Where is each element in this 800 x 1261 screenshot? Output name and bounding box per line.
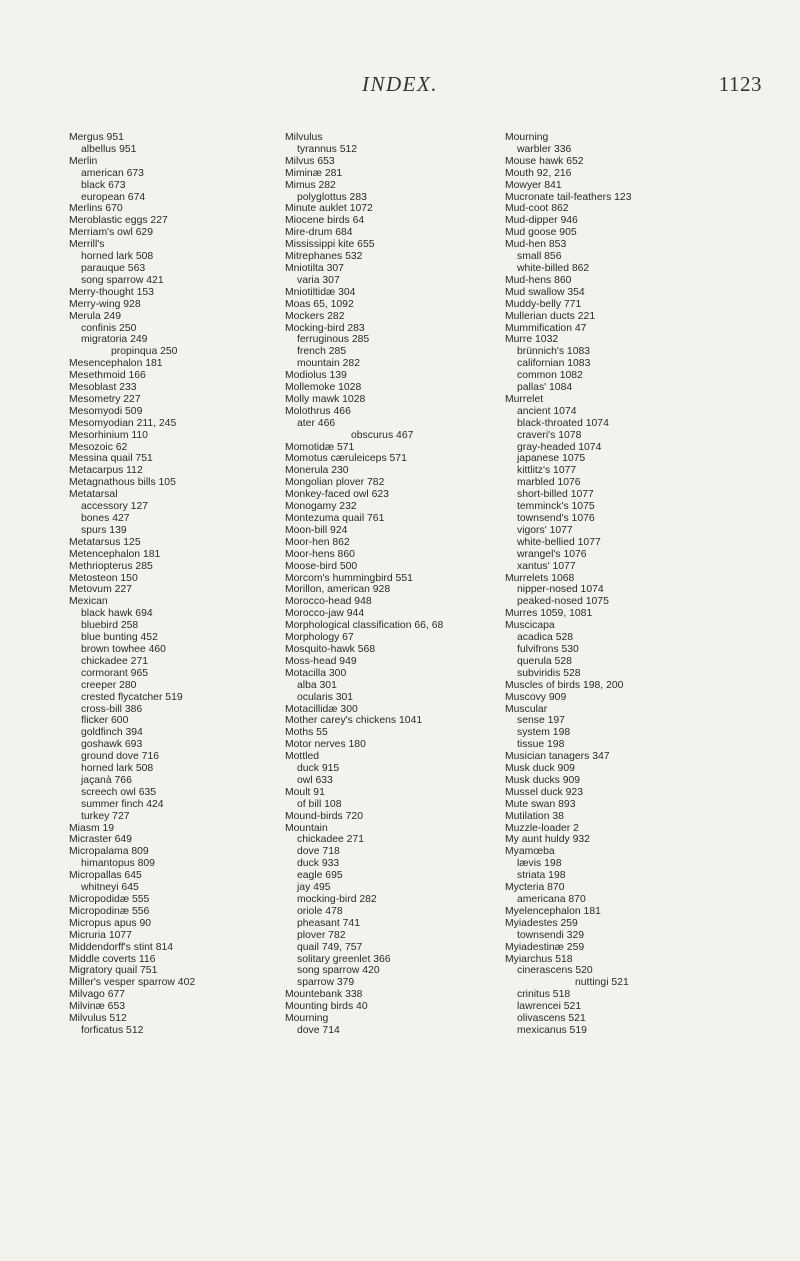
index-subentry: bones 427 [81,513,130,524]
index-entry: Momotidæ 571 [285,441,355,453]
index-entry: Mouth 92, 216 [505,167,572,179]
index-entry: Moose-bird 500 [285,560,358,572]
index-subentry: crinitus 518 [517,989,571,1001]
index-entry: Merrill's [69,239,105,251]
index-entry: Motacillidæ 300 [285,703,358,715]
index-subentry: screech owl 635 [81,786,157,798]
index-entry: Middle coverts 116 [69,953,156,965]
index-subentry: xantus' 1077 [517,560,576,572]
index-subentry: owl 633 [297,774,333,786]
index-subentry: chickadee 271 [297,834,365,846]
index-subentry: temminck's 1075 [517,501,595,513]
index-subentry: marbled 1076 [517,477,581,489]
index-entry: Molothrus 466 [285,405,351,417]
index-subentry: horned lark 508 [81,763,154,775]
index-entry: Moon-bill 924 [285,524,348,536]
index-subentry: summer finch 424 [81,798,164,810]
index-subentry: song sparrow 421 [81,274,164,286]
index-subentry: jaçanà 766 [81,774,132,786]
index-entry: Musk ducks 909 [505,774,581,786]
index-entry: Myamœba [505,846,555,858]
index-subentry: french 285 [297,346,347,358]
index-entry: Moult 91 [285,786,325,798]
index-subentry: creeper 280 [81,679,137,691]
index-subentry: accessory 127 [81,501,148,513]
index-entry: Monerula 230 [285,465,349,477]
index-entry: Metencephalon 181 [69,548,161,560]
index-entry: Morillon, american 928 [285,584,391,596]
index-entry: Mexican [69,596,108,608]
index-subentry: lævis 198 [517,858,562,870]
index-subentry: ocularis 301 [297,691,354,703]
index-subentry: whitneyi 645 [81,882,139,894]
index-subentry: varia 307 [297,274,340,286]
index-subentry: quail 749, 757 [297,941,363,953]
index-subentry: american 673 [81,167,144,179]
index-subentry: wrangel's 1076 [517,548,587,560]
index-entry: Mongolian plover 782 [285,477,385,489]
index-subentry: white-bellied 1077 [517,536,601,548]
index-entry: Mound-birds 720 [285,810,363,822]
index-entry: Mowyer 841 [505,179,562,191]
index-entry: Metatarsal [69,489,118,501]
index-entry: Mitrephanes 532 [285,251,363,263]
index-entry: Micropodinæ 556 [69,905,150,917]
index-entry: Mesethmoid 166 [69,370,146,382]
index-entry: Metagnathous bills 105 [69,477,176,489]
index-entry: Molly mawk 1028 [285,393,366,405]
index-entry: Mesometry 227 [69,393,141,405]
index-entry: Moths 55 [285,727,328,739]
index-subentry: forficatus 512 [81,1024,144,1036]
index-subentry: goldfinch 394 [81,727,143,739]
index-subentry: himantopus 809 [81,858,155,870]
index-entry: Merlins 670 [69,203,123,215]
index-entry: Mountain [285,822,328,834]
page-number: 1123 [718,72,762,96]
index-entry: Micropallas 645 [69,870,142,882]
index-entry: Muscles of birds 198, 200 [505,679,624,691]
index-subentry: californian 1083 [517,358,591,370]
index-entry: Morphology 67 [285,632,354,644]
index-subentry: confinis 250 [81,322,137,334]
index-entry: Musk duck 909 [505,763,575,775]
index-subentry: white-billed 862 [517,262,590,274]
index-subentry: bluebird 258 [81,620,139,632]
index-subentry: americana 870 [517,894,586,905]
index-subentry: ferruginous 285 [297,334,370,346]
index-entry: Miasm 19 [69,822,115,834]
index-entry: Metatarsus 125 [69,536,141,548]
index-entry: Mud-coot 862 [505,203,569,215]
index-subentry: plover 782 [297,929,346,941]
index-entry: Micropalama 809 [69,846,149,858]
index-entry: Muddy-belly 771 [505,298,582,310]
index-entry: Mosquito-hawk 568 [285,643,376,655]
index-subentry: ater 466 [297,417,336,429]
index-entry: Monogamy 232 [285,501,357,513]
index-entry: Mucronate tail-feathers 123 [505,191,632,203]
index-entry: Metacarpus 112 [69,465,143,477]
index-entry: Mussel duck 923 [505,786,583,798]
index-entry: Mutilation 38 [505,810,564,822]
index-entry: Murre 1032 [505,334,559,346]
index-subentry: duck 915 [297,763,340,775]
index-subentry: peaked-nosed 1075 [517,596,609,608]
index-entry: Mountebank 338 [285,989,363,1001]
index-entry: Metosteon 150 [69,572,138,584]
index-entry: Montezuma quail 761 [285,513,385,524]
index-subentry: tyrannus 512 [297,143,358,155]
index-entry: Momotus cæruleiceps 571 [285,453,407,465]
index-subentry: eagle 695 [297,870,343,882]
index-subentry: vigors' 1077 [517,524,573,536]
index-subentry: mountain 282 [297,358,360,370]
index-subentry: nipper-nosed 1074 [517,584,604,596]
index-subentry: cross-bill 386 [81,703,143,715]
index-subentry: short-billed 1077 [517,489,594,501]
index-entry: Mud-dipper 946 [505,215,578,227]
index-subentry: albellus 951 [81,143,137,155]
index-entry: Mesozoic 62 [69,441,128,453]
index-entry: Miller's vesper sparrow 402 [69,977,196,989]
index-subentry: spurs 139 [81,524,127,536]
index-subentry: mexicanus 519 [517,1024,587,1036]
index-entry: Mud-hen 853 [505,239,567,251]
index-entry: Myelencephalon 181 [505,905,601,917]
index-entry: Migratory quail 751 [69,965,158,977]
index-entry: Merriam's owl 629 [69,227,153,239]
index-entry: Mounting birds 40 [285,1001,368,1013]
index-entry: Motacilla 300 [285,667,347,679]
index-entry: Mycteria 870 [505,882,565,894]
index-subentry: kittlitz's 1077 [517,465,577,477]
index-entry: Myiadestinæ 259 [505,941,585,953]
index-entry: Mockers 282 [285,310,345,322]
index-subentry: black-throated 1074 [517,417,609,429]
index-subentry: black hawk 694 [81,608,153,620]
index-subentry: ancient 1074 [517,405,577,417]
index-entry: Metovum 227 [69,584,132,596]
index-subentry: dove 714 [297,1024,340,1036]
index-entry: Mimus 282 [285,179,336,191]
index-subentry: tissue 198 [517,739,565,751]
index-entry: Miminæ 281 [285,167,343,179]
index-entry: Moor-hen 862 [285,536,350,548]
index-subentry: craveri's 1078 [517,429,582,441]
index-entry: Mud swallow 354 [505,286,585,298]
index-entry: Mississippi kite 655 [285,239,375,251]
index-entry: Muzzle-loader 2 [505,822,579,834]
index-subentry: migratoria 249 [81,334,148,346]
index-entry: Monkey-faced owl 623 [285,489,389,501]
index-entry: Motor nerves 180 [285,739,366,751]
index-subentry: duck 933 [297,858,340,870]
index-subentry: townsendi 329 [517,929,585,941]
index-entry: Mourning [285,1013,329,1025]
index-subentry: european 674 [81,191,146,203]
index-subentry: townsend's 1076 [517,513,595,524]
index-entry: Messina quail 751 [69,453,153,465]
index-entry: Merry-wing 928 [69,298,141,310]
index-entry: Mesomyodian 211, 245 [69,417,177,429]
index-subentry: nuttingi 521 [575,977,629,989]
index-entry: Mocking-bird 283 [285,322,365,334]
index-entry: Merula 249 [69,310,121,322]
index-subentry: polyglottus 283 [297,191,367,203]
index-subentry: of bill 108 [297,798,342,810]
index-subentry: ground dove 716 [81,751,159,763]
index-subentry: blue bunting 452 [81,632,158,644]
index-entry: Mesencephalon 181 [69,358,163,370]
index-subentry: oriole 478 [297,905,343,917]
index-subentry: cinerascens 520 [517,965,593,977]
index-subentry: parauque 563 [81,262,146,274]
index-entry: Merry-thought 153 [69,286,154,298]
index-subentry: sense 197 [517,715,565,727]
index-subentry: horned lark 508 [81,251,154,263]
index-column-2 [285,132,495,1037]
index-subentry: querula 528 [517,655,572,667]
index-subentry: crested flycatcher 519 [81,691,183,703]
index-subentry: solitary greenlet 366 [297,953,391,965]
index-entry: Mire-drum 684 [285,227,353,239]
index-entry: Middendorff's stint 814 [69,941,174,953]
index-entry: Mergus 951 [69,132,124,143]
index-subentry: lawrencei 521 [517,1001,582,1013]
index-entry: Methriopterus 285 [69,560,153,572]
index-entry: Micruria 1077 [69,929,132,941]
index-subentry: warbler 336 [517,143,572,155]
index-entry: Moas 65, 1092 [285,298,354,310]
index-entry: Meroblastic eggs 227 [69,215,168,227]
index-entry: Muscular [505,703,548,715]
index-entry: Musician tanagers 347 [505,751,610,763]
index-subentry: acadica 528 [517,632,574,644]
index-subentry: system 198 [517,727,571,739]
index-subentry: olivascens 521 [517,1013,586,1025]
index-subentry: common 1082 [517,370,583,382]
index-entry: Modiolus 139 [285,370,347,382]
index-entry: Moss-head 949 [285,655,357,667]
index-subentry: small 856 [517,251,562,263]
index-subentry: propinqua 250 [111,346,178,358]
index-entry: Murrelets 1068 [505,572,575,584]
index-subentry: song sparrow 420 [297,965,380,977]
index-entry: Minute auklet 1072 [285,203,373,215]
index-entry: Mullerian ducts 221 [505,310,596,322]
index-subentry: brünnich's 1083 [517,346,591,358]
index-subentry: gray-headed 1074 [517,441,602,453]
index-entry: Milvago 677 [69,989,126,1001]
index-subentry: pheasant 741 [297,917,360,929]
index-entry: Mniotilta 307 [285,262,344,274]
index-entry: Mud-hens 860 [505,274,572,286]
index-subentry: sparrow 379 [297,977,355,989]
index-entry: Merlin [69,155,98,167]
index-entry: Miocene birds 64 [285,215,365,227]
index-column-1 [69,132,269,1037]
index-entry: Morcom's hummingbird 551 [285,572,413,584]
index-entry: Mud goose 905 [505,227,577,239]
index-entry: Mniotiltidæ 304 [285,286,356,298]
index-subentry: flicker 600 [81,715,129,727]
index-entry: Micropus apus 90 [69,917,152,929]
page-header [0,72,800,102]
index-entry: Mother carey's chickens 1041 [285,715,423,727]
index-entry: Mollemoke 1028 [285,382,362,394]
index-subentry: goshawk 693 [81,739,143,751]
index-entry: Myiarchus 518 [505,953,573,965]
index-subentry: striata 198 [517,870,566,882]
index-subentry: alba 301 [297,679,337,691]
index-entry: Milvulus [285,132,323,143]
index-entry: Micraster 649 [69,834,132,846]
index-entry: Mesomyodi 509 [69,405,143,417]
index-entry: Muscovy 909 [505,691,567,703]
index-entry: Milvinæ 653 [69,1001,126,1013]
index-entry: Mourning [505,132,549,143]
index-entry: Mottled [285,751,320,763]
index-subentry: brown towhee 460 [81,643,166,655]
index-entry: Moor-hens 860 [285,548,355,560]
index-entry: Morocco-jaw 944 [285,608,365,620]
index-entry: Morocco-head 948 [285,596,372,608]
index-entry: Mesoblast 233 [69,382,137,394]
index-subentry: obscurus 467 [351,429,414,441]
index-subentry: dove 718 [297,846,340,858]
index-subentry: cormorant 965 [81,667,148,679]
index-entry: Micropodidæ 555 [69,894,150,905]
page-title: INDEX. [361,72,439,96]
index-entry: Mummification 47 [505,322,587,334]
index-entry: Murres 1059, 1081 [505,608,593,620]
index-column-3 [505,132,765,1037]
index-subentry: subviridis 528 [517,667,581,679]
index-subentry: chickadee 271 [81,655,149,667]
index-entry: Mute swan 893 [505,798,576,810]
index-subentry: black 673 [81,179,126,191]
index-entry: Murrelet [505,393,544,405]
index-entry: Myiadestes 259 [505,917,578,929]
index-entry: My aunt huldy 932 [505,834,590,846]
index-subentry: turkey 727 [81,810,130,822]
index-subentry: mocking-bird 282 [297,894,377,905]
index-entry: Muscicapa [505,620,555,632]
index-entry: Milvus 653 [285,155,335,167]
index-entry: Morphological classification 66, 68 [285,620,444,632]
index-subentry: pallas' 1084 [517,382,573,394]
index-subentry: jay 495 [297,882,331,894]
index-entry: Mesorhinium 110 [69,429,148,441]
index-subentry: japanese 1075 [517,453,586,465]
index-entry: Mouse hawk 652 [505,155,584,167]
index-subentry: fulvifrons 530 [517,643,579,655]
index-entry: Milvulus 512 [69,1013,127,1025]
